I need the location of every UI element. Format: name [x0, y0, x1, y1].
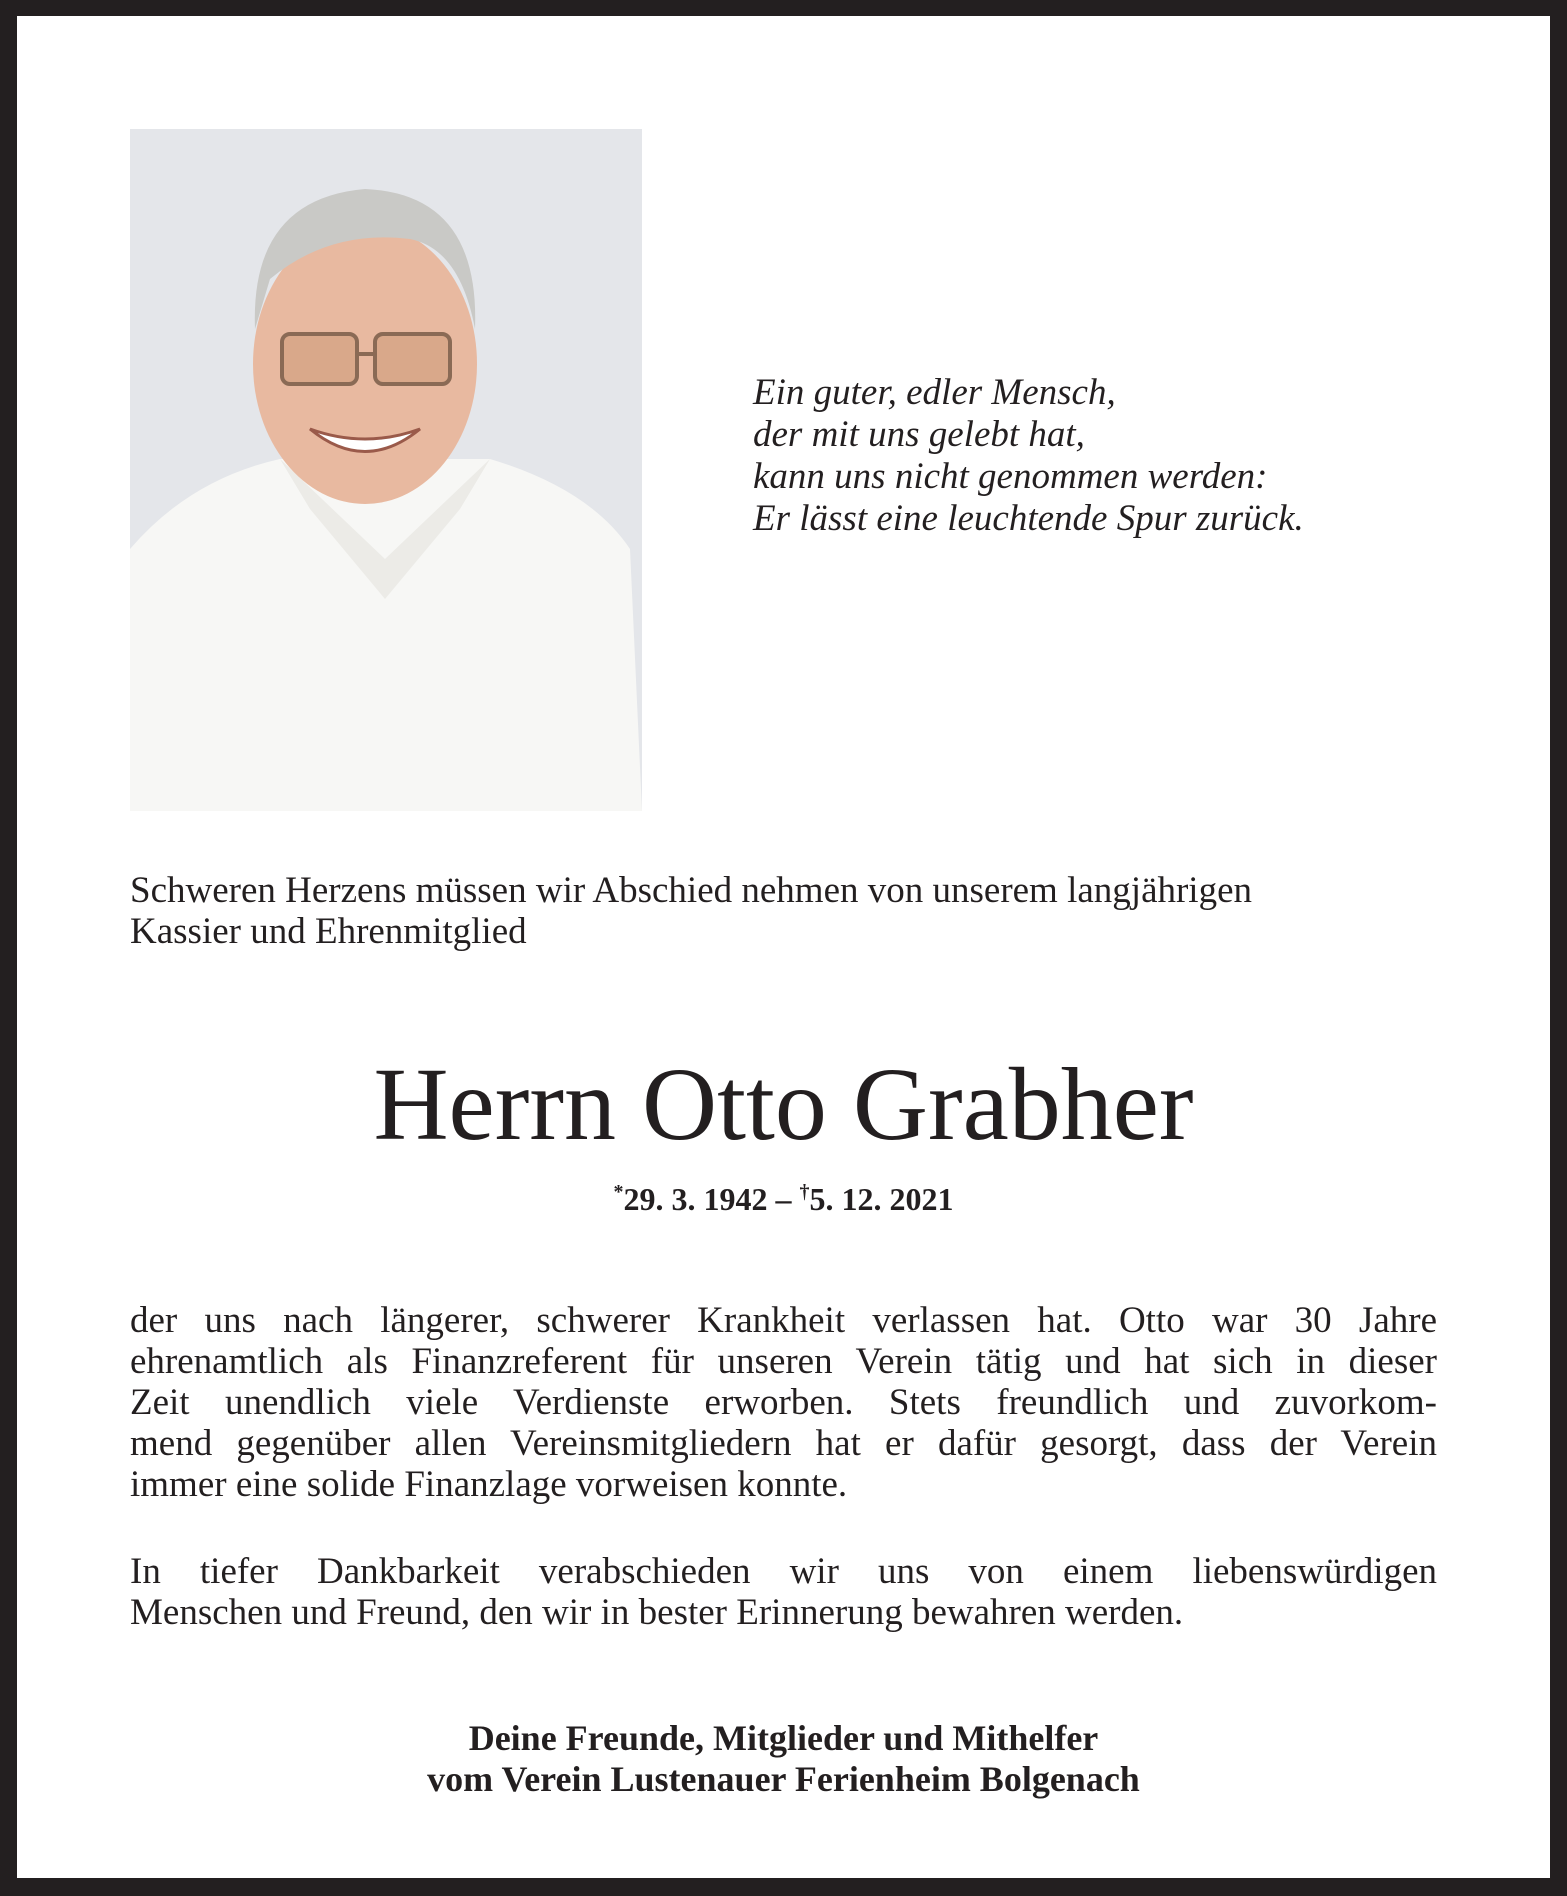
poem-line: Ein guter, edler Mensch,: [753, 372, 1116, 413]
deceased-name: Herrn Otto Grabher: [373, 1047, 1194, 1162]
paragraph-line: In tiefer Dankbarkeit verabschieden wir uns von einem liebenswürdigen: [130, 1551, 1437, 1592]
death-symbol: †: [799, 1181, 810, 1203]
paragraph-2: [130, 1551, 1437, 1633]
paragraph-line: Zeit unendlich viele Verdienste erworben. Stets freundlich und zuvorkom-: [130, 1382, 1437, 1423]
poem-line: der mit uns gelebt hat,: [753, 414, 1085, 455]
signature: [0, 1718, 1567, 1800]
birth-date: 29. 3. 1942: [623, 1181, 768, 1217]
signature-line: Deine Freunde, Mitglieder und Mithelfer: [468, 1718, 1099, 1758]
paragraph-1: [130, 1300, 1437, 1505]
intro-line: Kassier und Ehrenmitglied: [130, 911, 527, 952]
paragraph-line: der uns nach längerer, schwerer Krankheit verlassen hat. Otto war 30 Jahre: [130, 1300, 1437, 1341]
date-separator: –: [767, 1181, 800, 1217]
poem-line: kann uns nicht genommen werden:: [753, 456, 1268, 497]
paragraph-line: ehrenamtlich als Finanzreferent für unseren Verein tätig und hat sich in dieser: [130, 1341, 1437, 1382]
paragraph-line: immer eine solide Finanzlage vorweisen konnte.: [130, 1464, 848, 1505]
paragraph-line: mend gegenüber allen Vereinsmitgliedern hat er dafür gesorgt, dass der Verein: [130, 1423, 1437, 1464]
birth-symbol: *: [613, 1181, 624, 1203]
paragraph-line: Menschen und Freund, den wir in bester Erinnerung bewahren werden.: [130, 1592, 1184, 1633]
signature-line: vom Verein Lustenauer Ferienheim Bolgenach: [427, 1759, 1140, 1799]
poem: [753, 372, 1304, 540]
portrait-photo: [130, 129, 642, 811]
intro-text: [130, 870, 1252, 952]
life-dates: [0, 1172, 1567, 1219]
poem-line: Er lässt eine leuchtende Spur zurück.: [753, 498, 1304, 539]
intro-line: Schweren Herzens müssen wir Abschied nehmen von unserem langjährigen: [130, 870, 1253, 911]
death-date: 5. 12. 2021: [809, 1181, 954, 1217]
